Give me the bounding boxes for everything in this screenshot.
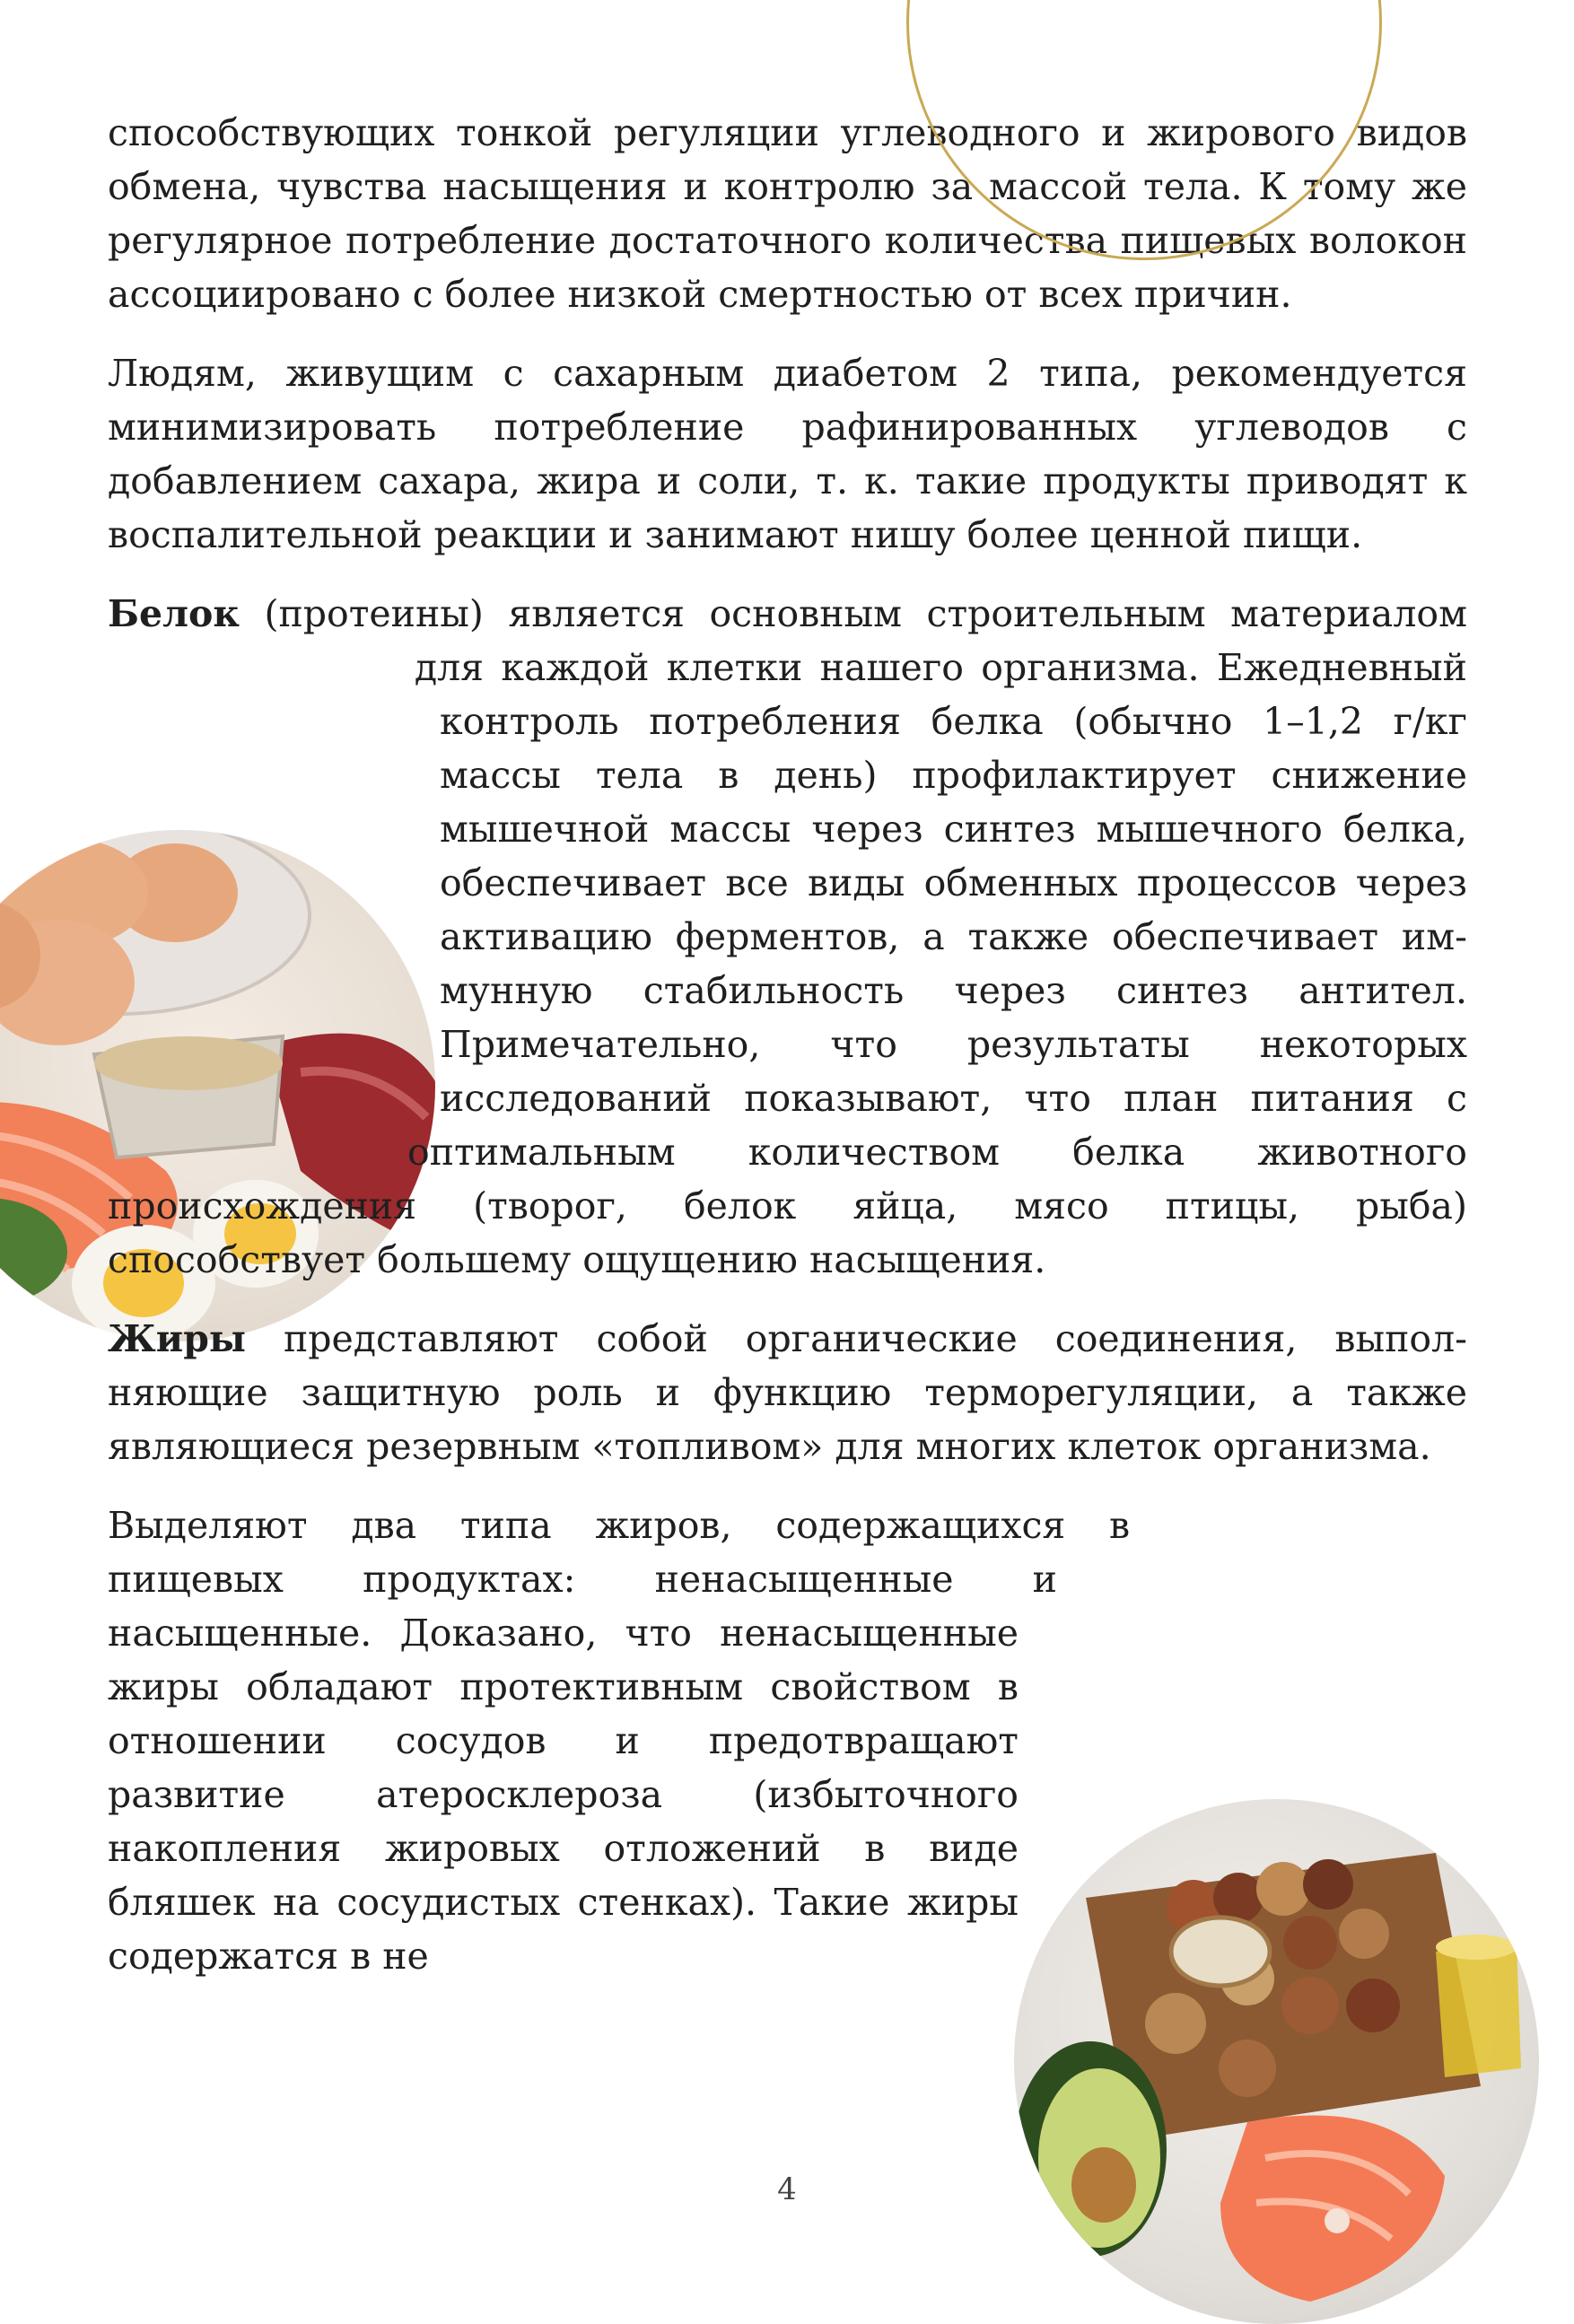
paragraph-fats xyxy=(108,1312,1467,1473)
page-content xyxy=(108,106,1467,2064)
paragraph-fat-types xyxy=(108,1498,1467,1983)
paragraph-protein xyxy=(108,587,1467,1287)
protein-text: (протеины) является основным строительным материалом для каждой клетки нашего организма. Ежедневный контроль потребления белка (обычно 1–1,2 г/кг массы тела в день) профилактирует снижение мышечной массы через синтез мышечного белка, обеспечивает все виды обменных процессов через активацию ферментов, а также обеспечивает иммунную стабильность через синтез антител. Примечательно, что результаты некоторых исследований показывают, что план питания с оптимальным количеством белка животного происхождения (творог, белок яйца, мясо птицы, рыба) способствует большему ощущению насыщения. xyxy=(108,592,1467,1281)
protein-photo-wrap-area xyxy=(0,699,440,1228)
fats-text: представляют собой органические соединения, выполняющие защитную роль и функцию терморегуляции, а также являющиеся резервным «топливом» для многих клеток организма. xyxy=(108,1317,1467,1468)
page-number: 4 xyxy=(777,2171,797,2207)
fat-types-text: Выделяют два типа жиров, содержащихся в пищевых продуктах: ненасыщенные и насыщенные. Доказано, что ненасыщенные жиры обладают протективным свойством в отношении сосудов и предотвращают развитие атеросклероза (избыточного накопления жировых отложений в виде бляшек на сосудистых стенках). Такие жиры содержатся в не xyxy=(108,1504,1131,1978)
paragraph-diabetes: Людям, живущим с сахарным диабетом 2 типа, рекомендуется минимизировать потребление рафинированных углеводов с добавлением сахара, жира и соли, т. к. такие продукты приводят к воспалительной реакции и занимают нишу более ценной пищи. xyxy=(108,352,1467,556)
fats-photo-wrap-area xyxy=(1036,1548,1552,2064)
fats-term: Жиры xyxy=(108,1317,246,1360)
protein-term: Белок xyxy=(108,592,240,635)
paragraph-fiber-conclusion: способствующих тонкой регуляции углеводного и жирового видов обмена, чувства насыщения и контролю за массой тела. К тому же регулярное потребление достаточного количества пищевых волокон ассоциировано с более низкой смертностью от всех причин. xyxy=(108,111,1467,316)
